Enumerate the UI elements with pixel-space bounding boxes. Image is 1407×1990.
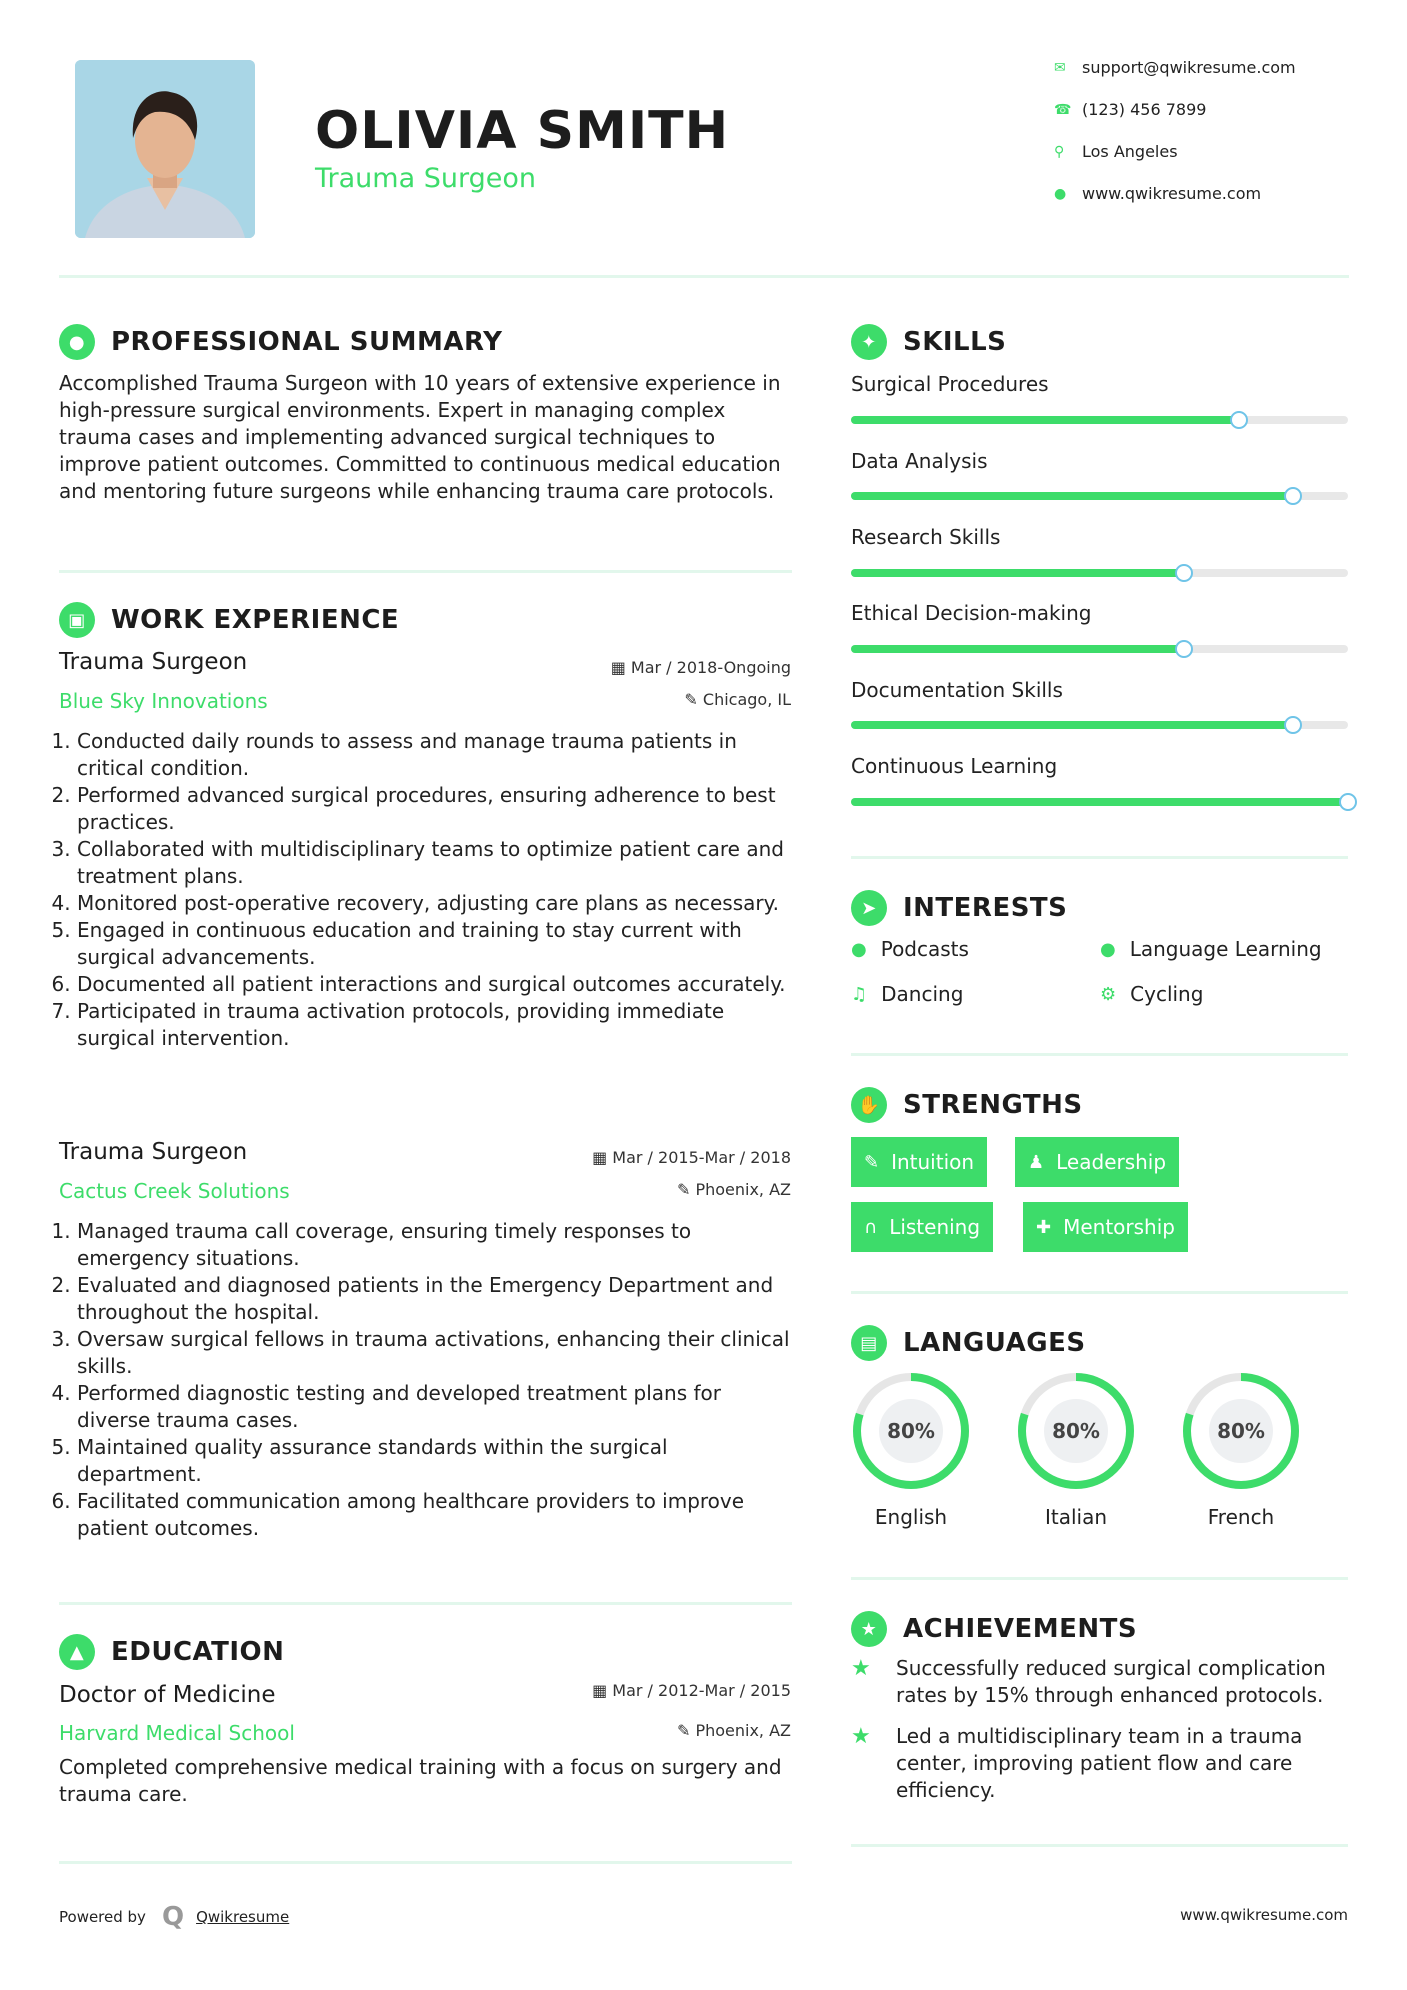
- list-item: 7. Participated in trauma activation protocols, providing immediate surgical intervention.: [77, 998, 794, 1052]
- strength-tag: [1023, 1202, 1188, 1252]
- headphones-icon: ∩: [864, 1216, 878, 1238]
- education-school: Harvard Medical School: [59, 1721, 295, 1745]
- list-item: 1. Managed trauma call coverage, ensuring timely responses to emergency situations.: [77, 1218, 794, 1272]
- languages-title: LANGUAGES: [903, 1328, 1086, 1358]
- education-text: Completed comprehensive medical training with a focus on surgery and trauma care.: [59, 1755, 782, 1806]
- hand-icon: ✋: [851, 1087, 887, 1123]
- education-heading: [59, 1634, 284, 1670]
- skill-label: Surgical Procedures: [851, 372, 1049, 396]
- phone-icon: ☎: [1054, 101, 1072, 118]
- list-item: 3. Collaborated with multidisciplinary teams to optimize patient care and treatment plans.: [77, 836, 794, 890]
- job-2-company: Cactus Creek Solutions: [59, 1179, 290, 1203]
- skills-heading: [851, 324, 1006, 360]
- achievement-item: [851, 1723, 1351, 1804]
- interest-label: Podcasts: [880, 937, 969, 961]
- qwikresume-link[interactable]: Qwikresume: [196, 1908, 290, 1926]
- language-ring: [851, 1371, 971, 1491]
- strengths-title: STRENGTHS: [903, 1090, 1083, 1120]
- strength-tag: [851, 1137, 987, 1187]
- job-2-date-text: Mar / 2015-Mar / 2018: [612, 1148, 791, 1167]
- language-ring: [1016, 1371, 1136, 1491]
- briefcase-icon: ▣: [59, 602, 95, 638]
- language-label: French: [1207, 1505, 1275, 1529]
- skill-label: Continuous Learning: [851, 754, 1058, 778]
- contact-phone[interactable]: [1054, 100, 1206, 119]
- summary-title: PROFESSIONAL SUMMARY: [111, 327, 503, 357]
- strength-label: Listening: [889, 1215, 981, 1239]
- education-title: EDUCATION: [111, 1637, 285, 1667]
- pin-icon: ✎: [676, 1721, 696, 1740]
- achievements-heading: [851, 1611, 1137, 1647]
- calendar-icon: ▦: [592, 1681, 613, 1700]
- achievement-text: Successfully reduced surgical complication rates by 15% through enhanced protocols.: [896, 1656, 1326, 1707]
- summary-heading: [59, 324, 502, 360]
- education-location-text: Phoenix, AZ: [695, 1721, 791, 1740]
- strength-label: Intuition: [891, 1150, 975, 1174]
- skill-bar: [851, 569, 1348, 577]
- contact-email[interactable]: [1054, 58, 1296, 77]
- candidate-name: OLIVIA SMITH: [315, 101, 730, 161]
- job-1-duties: [59, 728, 794, 1052]
- skill-bar: [851, 645, 1348, 653]
- skill-bar-fill: [851, 569, 1184, 577]
- bicycle-icon: ⚙: [1100, 983, 1117, 1005]
- pin-icon: ✎: [684, 690, 703, 709]
- education-location: [540, 1721, 791, 1740]
- work-divider: [59, 1602, 792, 1605]
- language-card-icon: ▤: [851, 1325, 887, 1361]
- work-heading: [59, 602, 399, 638]
- language-label: English: [874, 1505, 948, 1529]
- interest-item: [1100, 982, 1203, 1006]
- list-item: 6. Documented all patient interactions and surgical outcomes accurately.: [77, 971, 794, 998]
- contact-location-text: Los Angeles: [1082, 142, 1178, 161]
- pin-icon: ✎: [676, 1180, 696, 1199]
- header-divider: [59, 275, 1349, 278]
- qwikresume-logo-icon: Q: [161, 1902, 185, 1932]
- user-icon: ●: [59, 324, 95, 360]
- achievement-item: [851, 1655, 1351, 1709]
- globe-icon: ●: [1054, 185, 1067, 202]
- lightbulb-icon: ✦: [851, 324, 887, 360]
- globe-icon: ●: [1100, 938, 1116, 960]
- skill-bar-fill: [851, 645, 1184, 653]
- job-1-location-text: Chicago, IL: [702, 690, 791, 709]
- achievements-divider: [851, 1844, 1348, 1847]
- skill-bar-fill: [851, 492, 1293, 500]
- interests-heading: [851, 890, 1067, 926]
- skill-bar-fill: [851, 721, 1293, 729]
- list-item: 5. Engaged in continuous education and training to stay current with surgical advancements.: [77, 917, 794, 971]
- list-item: 1. Conducted daily rounds to assess and manage trauma patients in critical condition.: [77, 728, 794, 782]
- list-item: 3. Oversaw surgical fellows in trauma activations, enhancing their clinical skills.: [77, 1326, 794, 1380]
- music-note-icon: ♫: [851, 983, 868, 1005]
- user-plus-icon: ✚: [1036, 1216, 1052, 1238]
- list-item: 2. Evaluated and diagnosed patients in the Emergency Department and throughout the hospital.: [77, 1272, 794, 1326]
- candidate-role: Trauma Surgeon: [315, 163, 536, 194]
- skill-label: Documentation Skills: [851, 678, 1063, 702]
- contact-location: [1054, 142, 1178, 161]
- interest-item: [851, 982, 963, 1006]
- skill-bar: [851, 416, 1348, 424]
- calendar-icon: ▦: [592, 1148, 613, 1167]
- job-2-duties: [59, 1218, 794, 1542]
- skills-divider: [851, 856, 1348, 859]
- job-1-location: [540, 690, 791, 709]
- skill-bar: [851, 721, 1348, 729]
- skill-bar: [851, 492, 1348, 500]
- list-item: 2. Performed advanced surgical procedures, ensuring adherence to best practices.: [77, 782, 794, 836]
- strength-tag: [1015, 1137, 1179, 1187]
- skill-bar-knob: [1230, 411, 1248, 429]
- interests-title: INTERESTS: [903, 893, 1068, 923]
- language-percent: 80%: [1217, 1419, 1265, 1443]
- star-icon: ★: [851, 1724, 871, 1749]
- skill-bar-fill: [851, 416, 1239, 424]
- skill-bar-knob: [1284, 487, 1302, 505]
- skill-bar: [851, 798, 1348, 806]
- job-1-company: Blue Sky Innovations: [59, 689, 268, 713]
- map-pin-icon: ⚲: [1054, 143, 1065, 160]
- skill-bar-knob: [1284, 716, 1302, 734]
- calendar-icon: ▦: [610, 658, 631, 677]
- list-item: 5. Maintained quality assurance standards within the surgical department.: [77, 1434, 794, 1488]
- users-icon: ♟: [1028, 1151, 1045, 1173]
- star-icon: ★: [851, 1656, 871, 1681]
- strength-label: Mentorship: [1063, 1215, 1175, 1239]
- language-label: Italian: [1044, 1505, 1108, 1529]
- graduation-icon: ▲: [59, 1634, 95, 1670]
- job-1-date-text: Mar / 2018-Ongoing: [630, 658, 791, 677]
- strengths-divider: [851, 1291, 1348, 1294]
- strengths-heading: [851, 1087, 1083, 1123]
- education-date: [520, 1681, 791, 1700]
- summary-text: Accomplished Trauma Surgeon with 10 years of extensive experience in high-pressure surgical environments. Expert in managing complex trauma cases and implementing advanced surgical techniques to improve patient outcomes. Committed to continuous medical education and mentoring future surgeons while enhancing trauma care protocols.: [59, 371, 781, 503]
- paper-plane-icon: ➤: [851, 890, 887, 926]
- language-percent: 80%: [887, 1419, 935, 1443]
- language-item: [1016, 1371, 1136, 1495]
- skill-label: Ethical Decision-making: [851, 601, 1092, 625]
- microphone-icon: ●: [851, 938, 867, 960]
- summary-divider: [59, 570, 792, 573]
- skills-title: SKILLS: [903, 327, 1007, 357]
- education-divider: [59, 1861, 792, 1864]
- skill-bar-knob: [1175, 564, 1193, 582]
- work-title: WORK EXPERIENCE: [111, 605, 400, 635]
- languages-heading: [851, 1325, 1086, 1361]
- education-degree: Doctor of Medicine: [59, 1682, 276, 1708]
- language-item: [1181, 1371, 1301, 1495]
- job-1-date: [540, 658, 791, 677]
- contact-email-text: support@qwikresume.com: [1082, 58, 1296, 77]
- languages-divider: [851, 1577, 1348, 1580]
- job-2-title: Trauma Surgeon: [59, 1139, 248, 1165]
- footer-powered-by: [59, 1902, 289, 1932]
- list-item: 6. Facilitated communication among healthcare providers to improve patient outcomes.: [77, 1488, 794, 1542]
- education-date-text: Mar / 2012-Mar / 2015: [612, 1681, 791, 1700]
- envelope-icon: ✉: [1054, 59, 1066, 76]
- skill-bar-fill: [851, 798, 1348, 806]
- job-2-date: [520, 1148, 791, 1167]
- job-2-location-text: Phoenix, AZ: [695, 1180, 791, 1199]
- achievement-text: Led a multidisciplinary team in a trauma center, improving patient flow and care efficiency.: [896, 1724, 1303, 1802]
- interest-label: Dancing: [881, 982, 964, 1006]
- contact-phone-text: (123) 456 7899: [1082, 100, 1207, 119]
- skill-label: Research Skills: [851, 525, 1001, 549]
- interest-item: [1100, 937, 1322, 961]
- skill-bar-knob: [1339, 793, 1357, 811]
- skill-bar-knob: [1175, 640, 1193, 658]
- strength-label: Leadership: [1056, 1150, 1167, 1174]
- achievements-title: ACHIEVEMENTS: [903, 1614, 1138, 1644]
- avatar-image: [75, 60, 255, 238]
- language-item: [851, 1371, 971, 1495]
- interest-label: Language Learning: [1129, 937, 1322, 961]
- profile-photo: [75, 60, 255, 238]
- skill-label: Data Analysis: [851, 449, 988, 473]
- interest-label: Cycling: [1130, 982, 1204, 1006]
- list-item: 4. Monitored post-operative recovery, adjusting care plans as necessary.: [77, 890, 794, 917]
- interests-divider: [851, 1053, 1348, 1056]
- magic-wand-icon: ✎: [864, 1151, 880, 1173]
- interest-item: [851, 937, 969, 961]
- job-1-title: Trauma Surgeon: [59, 649, 248, 675]
- contact-website[interactable]: [1054, 184, 1261, 203]
- language-percent: 80%: [1052, 1419, 1100, 1443]
- strength-tag: [851, 1202, 993, 1252]
- footer-url[interactable]: www.qwikresume.com: [1180, 1906, 1348, 1924]
- contact-website-text: www.qwikresume.com: [1082, 184, 1262, 203]
- job-2-location: [540, 1180, 791, 1199]
- language-ring: [1181, 1371, 1301, 1491]
- powered-by-text: Powered by: [59, 1908, 146, 1926]
- list-item: 4. Performed diagnostic testing and developed treatment plans for diverse trauma cases.: [77, 1380, 794, 1434]
- star-badge-icon: ★: [851, 1611, 887, 1647]
